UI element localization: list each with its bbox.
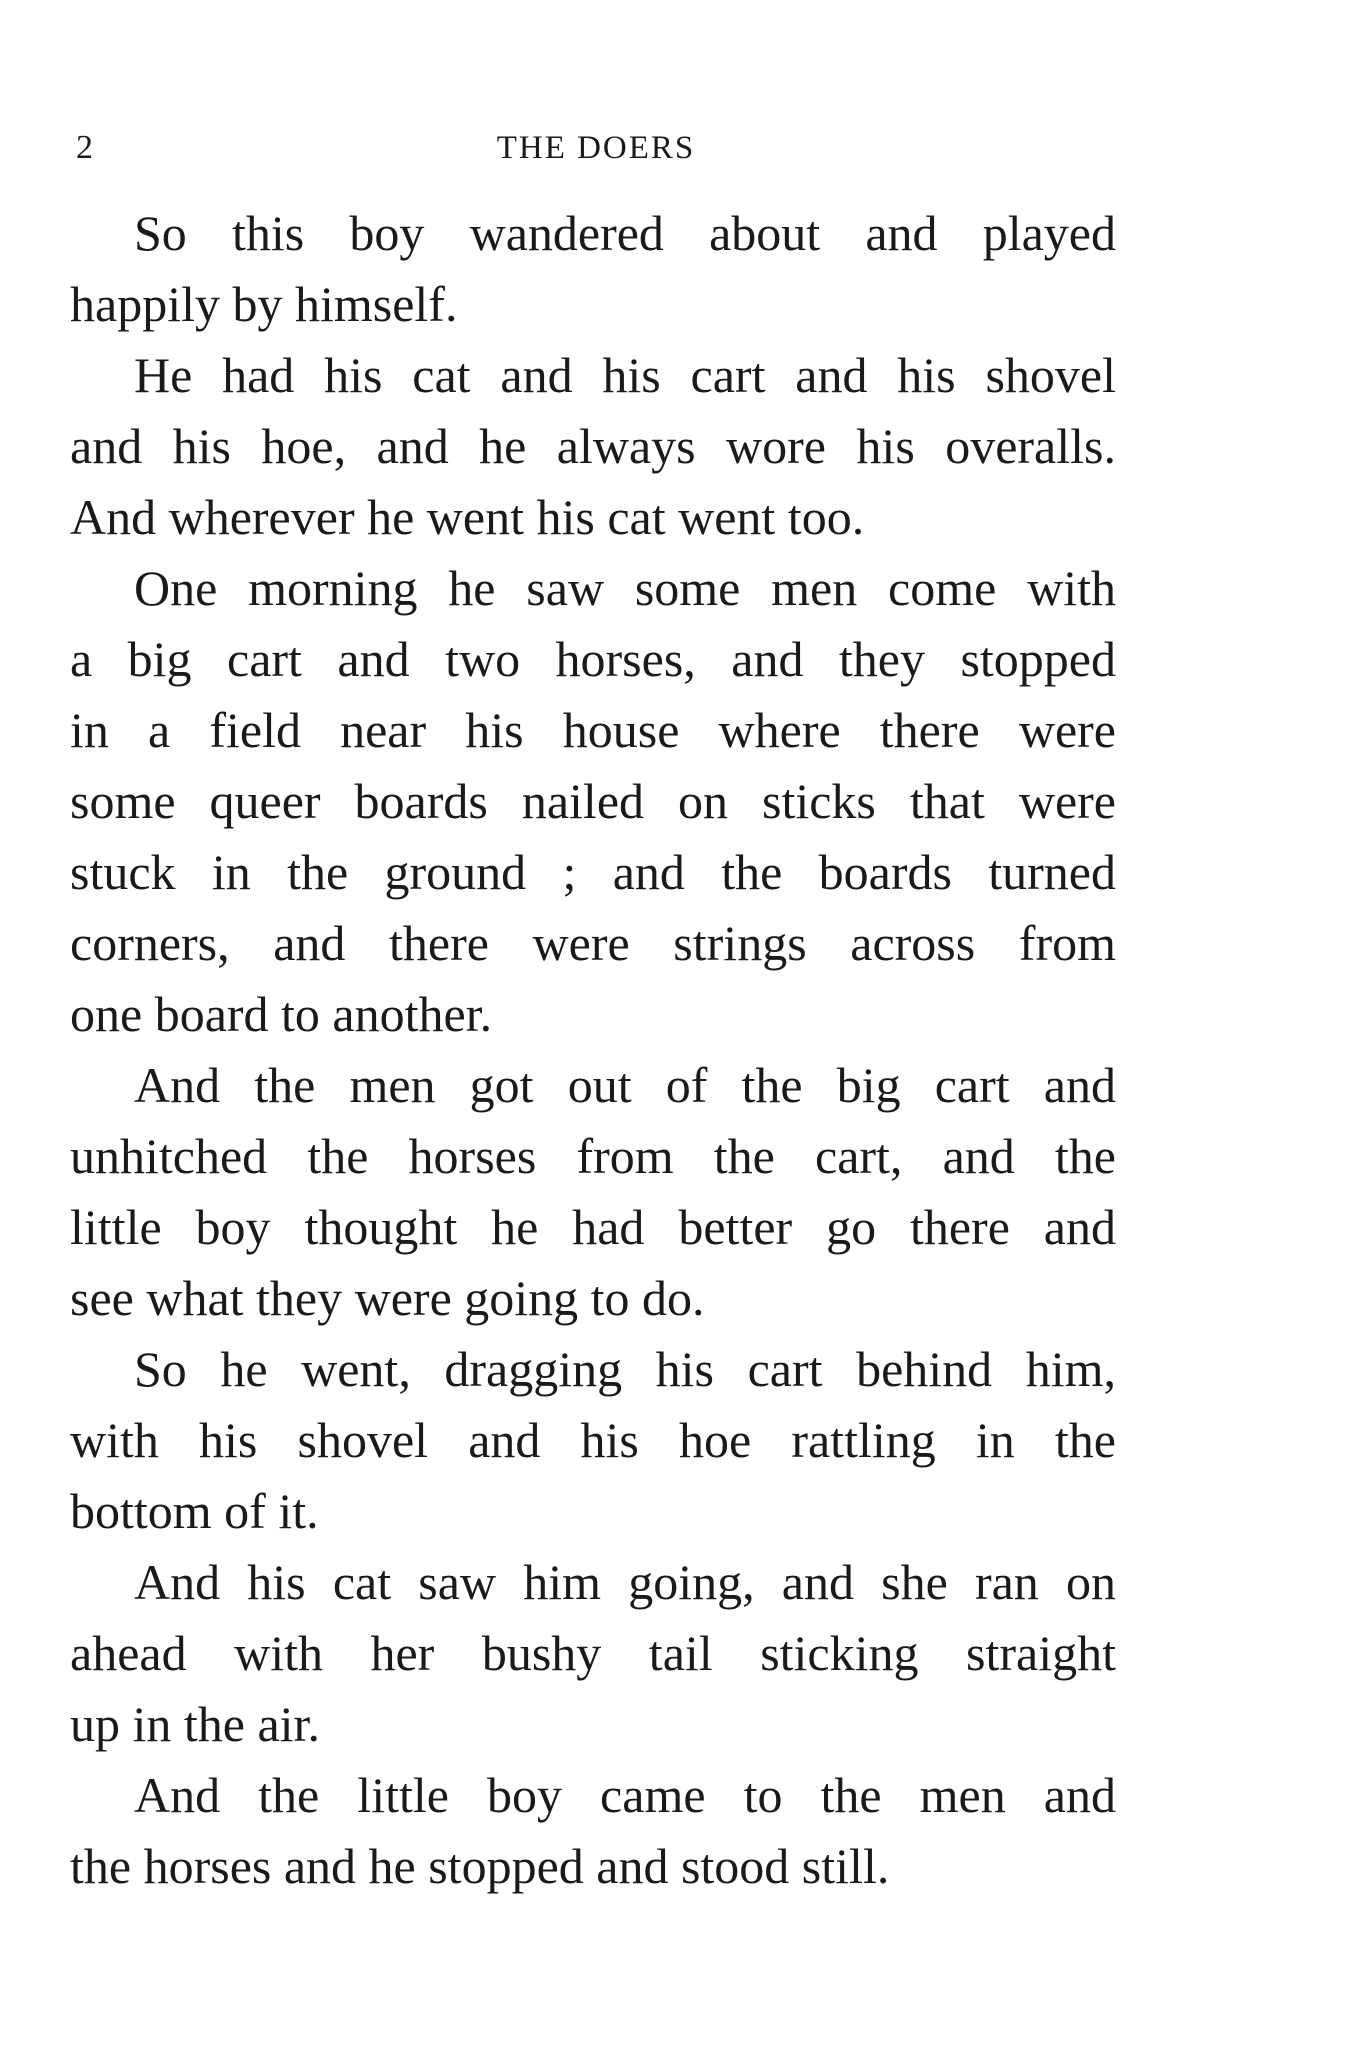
text-line: And the men got out of the big cart and [134, 1057, 1116, 1113]
text-line: the horses and he stopped and stood still. [70, 1838, 890, 1894]
text-line: So this boy wandered about and played [134, 205, 1116, 261]
text-line: bottom of it. [70, 1483, 319, 1539]
text-line: corners, and there were strings across from [70, 915, 1116, 971]
text-line: And the little boy came to the men and [134, 1767, 1116, 1823]
body-text [70, 198, 1116, 1902]
text-line: And wherever he went his cat went too. [70, 489, 865, 545]
text-line: some queer boards nailed on sticks that were [70, 773, 1116, 829]
text-line: and his hoe, and he always wore his overalls. [70, 418, 1116, 474]
text-line: little boy thought he had better go there and [70, 1199, 1116, 1255]
text-line: a big cart and two horses, and they stopped [70, 631, 1116, 687]
running-title: THE DOERS [496, 130, 696, 166]
running-head [76, 126, 1116, 170]
text-line: one board to another. [70, 986, 493, 1042]
text-line: see what they were going to do. [70, 1270, 705, 1326]
text-line: happily by himself. [70, 276, 458, 332]
text-line: unhitched the horses from the cart, and the [70, 1128, 1116, 1184]
page-number: 2 [76, 129, 94, 166]
text-line: up in the air. [70, 1696, 320, 1752]
text-line: So he went, dragging his cart behind him, [134, 1341, 1116, 1397]
text-line: stuck in the ground ; and the boards turned [70, 844, 1116, 900]
text-line: And his cat saw him going, and she ran on [134, 1554, 1116, 1610]
text-line: He had his cat and his cart and his shovel [134, 347, 1116, 403]
text-line: with his shovel and his hoe rattling in the [70, 1412, 1116, 1468]
text-line: ahead with her bushy tail sticking straight [70, 1625, 1116, 1681]
text-line: in a field near his house where there were [70, 702, 1116, 758]
text-line: One morning he saw some men come with [134, 560, 1116, 616]
